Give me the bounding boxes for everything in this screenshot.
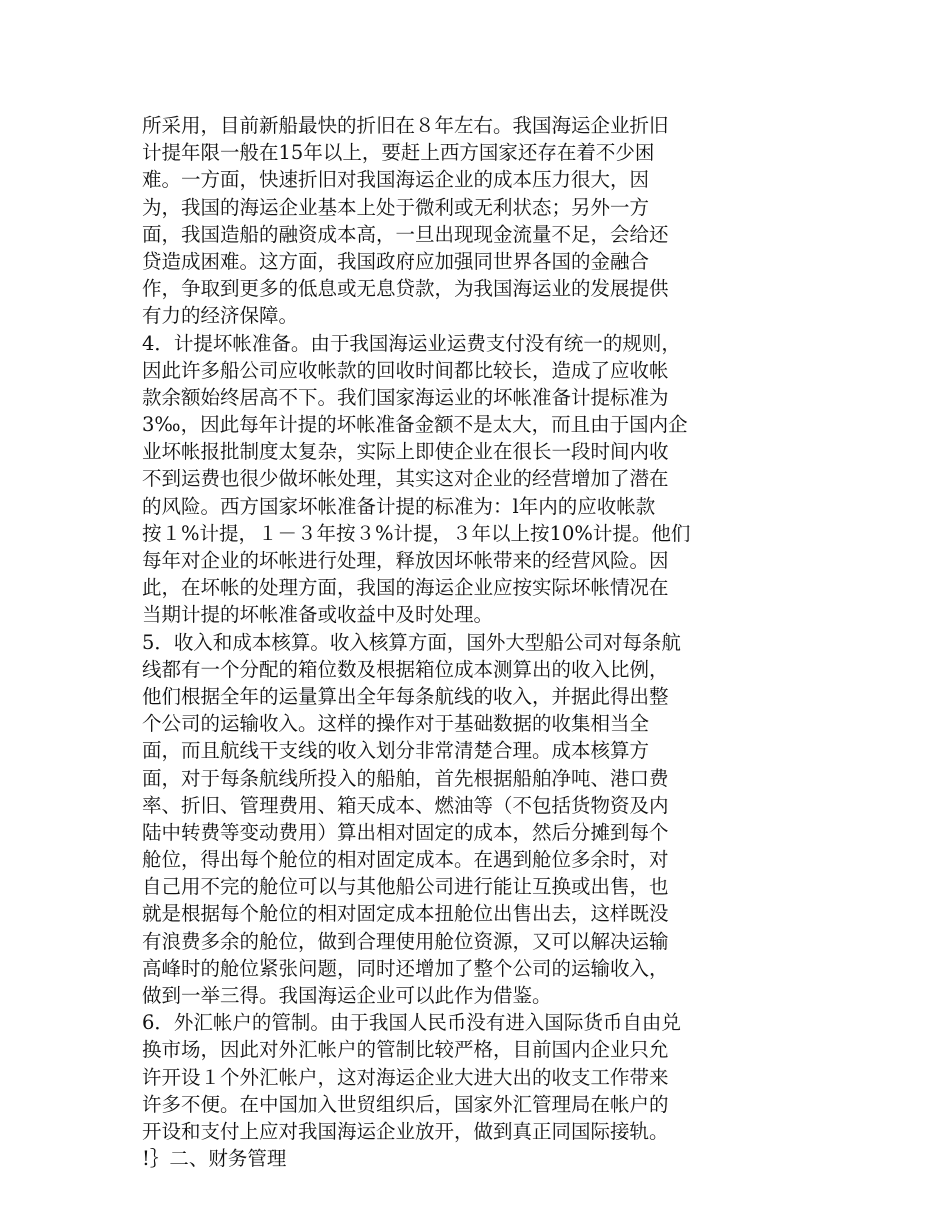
text-line: 舱位，得出每个舱位的相对固定成本。在遇到舱位多余时，对 <box>142 848 669 872</box>
text-line: 开设和支付上应对我国海运企业放开，做到真正同国际接轨。 <box>142 1119 669 1143</box>
text-line: 面，对于每条航线所投入的船舶，首先根据船舶净吨、港口费 <box>142 766 669 790</box>
text-line: 所采用，目前新船最快的折旧在８年左右。我国海运企业折旧 <box>142 114 669 137</box>
text-line: 不到运费也很少做坏帐处理，其实这对企业的经营增加了潜在 <box>142 467 669 491</box>
text-line: 有浪费多余的舱位，做到合理使用舱位资源，又可以解决运输 <box>142 929 669 953</box>
text-line: 难。一方面，快速折旧对我国海运企业的成本压力很大，因 <box>142 168 650 192</box>
text-line: 因此许多船公司应收帐款的回收时间都比较长，造成了应收帐 <box>142 358 669 382</box>
text-line: 当期计提的坏帐准备或收益中及时处理。 <box>142 603 494 627</box>
text-line: 就是根据每个舱位的相对固定成本扭舱位出售出去，这样既没 <box>142 902 669 926</box>
text-line: 许开设１个外汇帐户，这对海运企业大进大出的收支工作带来 <box>142 1065 669 1089</box>
text-line: 线都有一个分配的箱位数及根据箱位成本测算出的收入比例， <box>142 657 669 681</box>
text-line: 有力的经济保障。 <box>142 304 299 328</box>
text-line: 自己用不完的舱位可以与其他船公司进行能让互换或出售，也 <box>142 875 669 899</box>
text-line: 个公司的运输收入。这样的操作对于基础数据的收集相当全 <box>142 712 650 736</box>
text-line: 面，我国造船的融资成本高，一旦出现现金流量不足，会给还 <box>142 222 669 246</box>
section-5-heading-line: 5．收入和成本核算。收入核算方面，国外大型船公司对每条航 <box>142 630 681 654</box>
text-line: 款余额始终居高不下。我们国家海运业的坏帐准备计提标准为 <box>142 385 669 409</box>
text-line: 此，在坏帐的处理方面，我国的海运企业应按实际坏帐情况在 <box>142 576 669 600</box>
text-line: 高峰时的舱位紧张问题，同时还增加了整个公司的运输收入， <box>142 956 669 980</box>
document-body-text <box>142 112 782 1172</box>
text-line: 换市场，因此对外汇帐户的管制比较严格，目前国内企业只允 <box>142 1038 669 1062</box>
text-line: 做到一举三得。我国海运企业可以此作为借鉴。 <box>142 984 552 1007</box>
text-line: 作，争取到更多的低息或无息贷款，为我国海运业的发展提供 <box>142 277 669 301</box>
text-line: 陆中转费等变动费用）算出相对固定的成本，然后分摊到每个 <box>142 820 669 844</box>
text-line: 贷造成困难。这方面，我国政府应加强同世界各国的金融合 <box>142 249 650 273</box>
text-line: 计提年限一般在15年以上，要赶上西方国家还存在着不少困 <box>142 141 655 165</box>
text-line: 每年对企业的坏帐进行处理，释放因坏帐带来的经营风险。因 <box>142 549 669 572</box>
text-line: 许多不便。在中国加入世贸组织后，国家外汇管理局在帐户的 <box>142 1092 669 1116</box>
text-line: 率、折旧、管理费用、箱天成本、燃油等（不包括货物资及内 <box>142 793 669 817</box>
text-line: 3‰，因此每年计提的坏帐准备金额不是太大，而且由于国内企 <box>142 413 688 437</box>
section-6-heading-line: 6．外汇帐户的管制。由于我国人民币没有进入国际货币自由兑 <box>142 1011 681 1035</box>
section-heading-financial-management: !｝二、财务管理 <box>142 1147 287 1171</box>
text-line: 按１%计提，１－３年按３%计提，３年以上按10%计提。他们 <box>142 521 691 545</box>
text-line: 的风险。西方国家坏帐准备计提的标准为：l年内的应收帐款 <box>142 494 656 518</box>
text-line: 业坏帐报批制度太复杂，实际上即使企业在很长一段时间内收 <box>142 440 669 464</box>
section-4-heading-line: 4．计提坏帐准备。由于我国海运业运费支付没有统一的规则， <box>142 331 681 355</box>
text-line: 为，我国的海运企业基本上处于微利或无利状态；另外一方 <box>142 195 650 219</box>
text-line: 他们根据全年的运量算出全年每条航线的收入，并据此得出整 <box>142 684 669 708</box>
text-line: 面，而且航线干支线的收入划分非常清楚合理。成本核算方 <box>142 739 650 763</box>
